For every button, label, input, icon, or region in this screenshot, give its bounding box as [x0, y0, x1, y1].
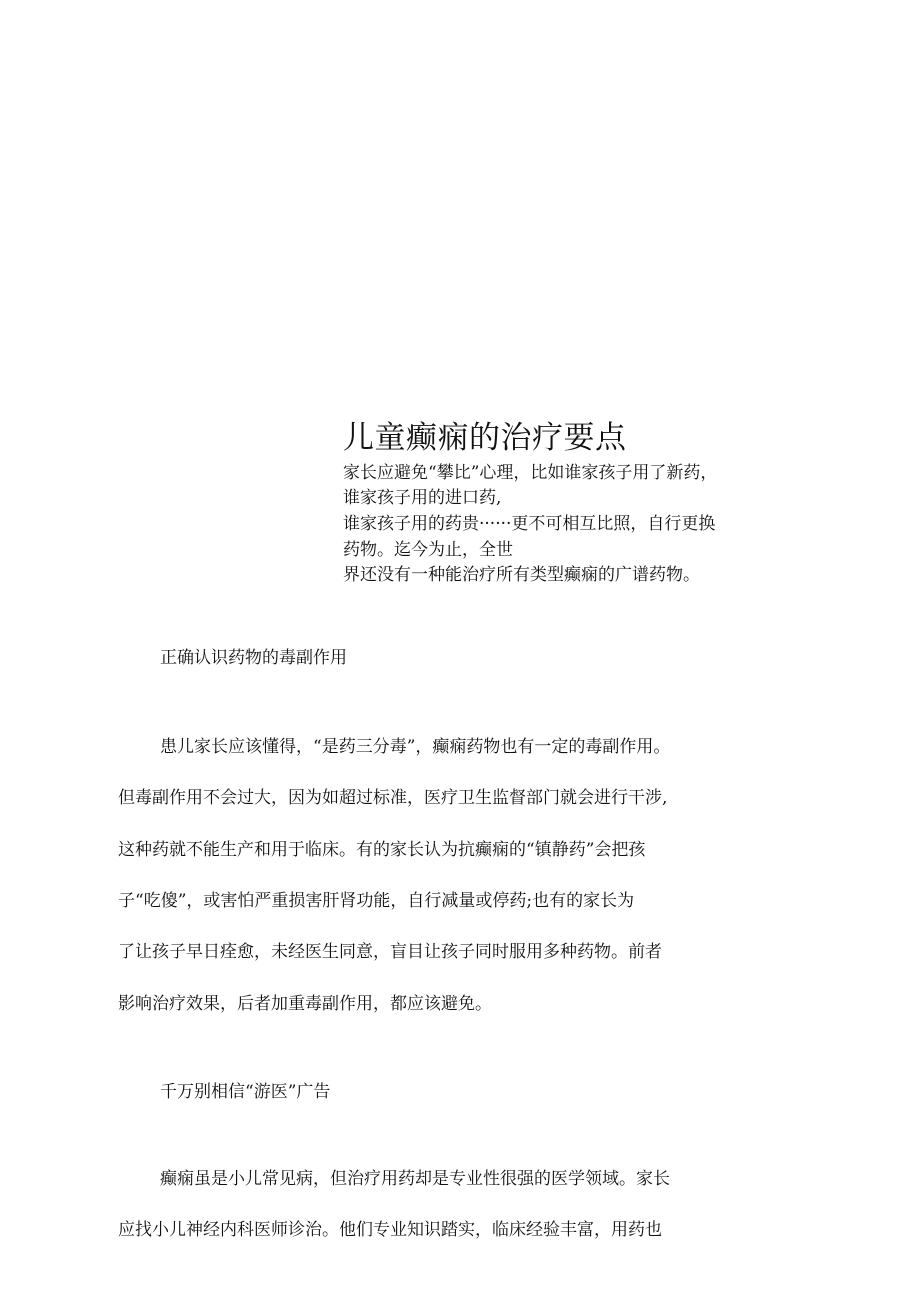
paragraph-line: 这种药就不能生产和用于临床。有的家长认为抗癫痫的“镇静药”会把孩	[118, 840, 646, 860]
paragraph-line: 了让孩子早日痊愈，未经医生同意，盲目让孩子同时服用多种药物。前者	[118, 942, 662, 962]
intro-line: 谁家孩子用的进口药,	[343, 488, 502, 508]
paragraph-line: 癫痫虽是小儿常见病，但治疗用药却是专业性很强的医学领域。家长	[160, 1169, 670, 1189]
paragraph-line: 应找小儿神经内科医师诊治。他们专业知识踏实，临床经验丰富，用药也	[118, 1220, 662, 1240]
intro-line: 药物。迄今为止，全世	[343, 540, 513, 560]
paragraph-line: 但毒副作用不会过大，因为如超过标准，医疗卫生监督部门就会进行干涉,	[118, 788, 668, 808]
intro-line: 界还没有一种能治疗所有类型癫痫的广谱药物。	[343, 565, 700, 585]
paragraph-line: 子“吃傻”，或害怕严重损害肝肾功能，自行减量或停药;也有的家长为	[118, 891, 635, 911]
paragraph-line: 患儿家长应该懂得，“是药三分毒”，癫痫药物也有一定的毒副作用。	[160, 737, 671, 757]
intro-line: 谁家孩子用的药贵······更不可相互比照，自行更换	[343, 514, 716, 534]
section-heading-side-effects: 正确认识药物的毒副作用	[160, 648, 347, 668]
section-heading-quack-ads: 千万别相信“游医”广告	[160, 1082, 331, 1102]
paragraph-line: 影响治疗效果，后者加重毒副作用，都应该避免。	[118, 994, 492, 1014]
intro-line: 家长应避免“攀比”心理，比如谁家孩子用了新药，	[343, 463, 718, 483]
document-title: 儿童癫痫的治疗要点	[343, 420, 627, 456]
